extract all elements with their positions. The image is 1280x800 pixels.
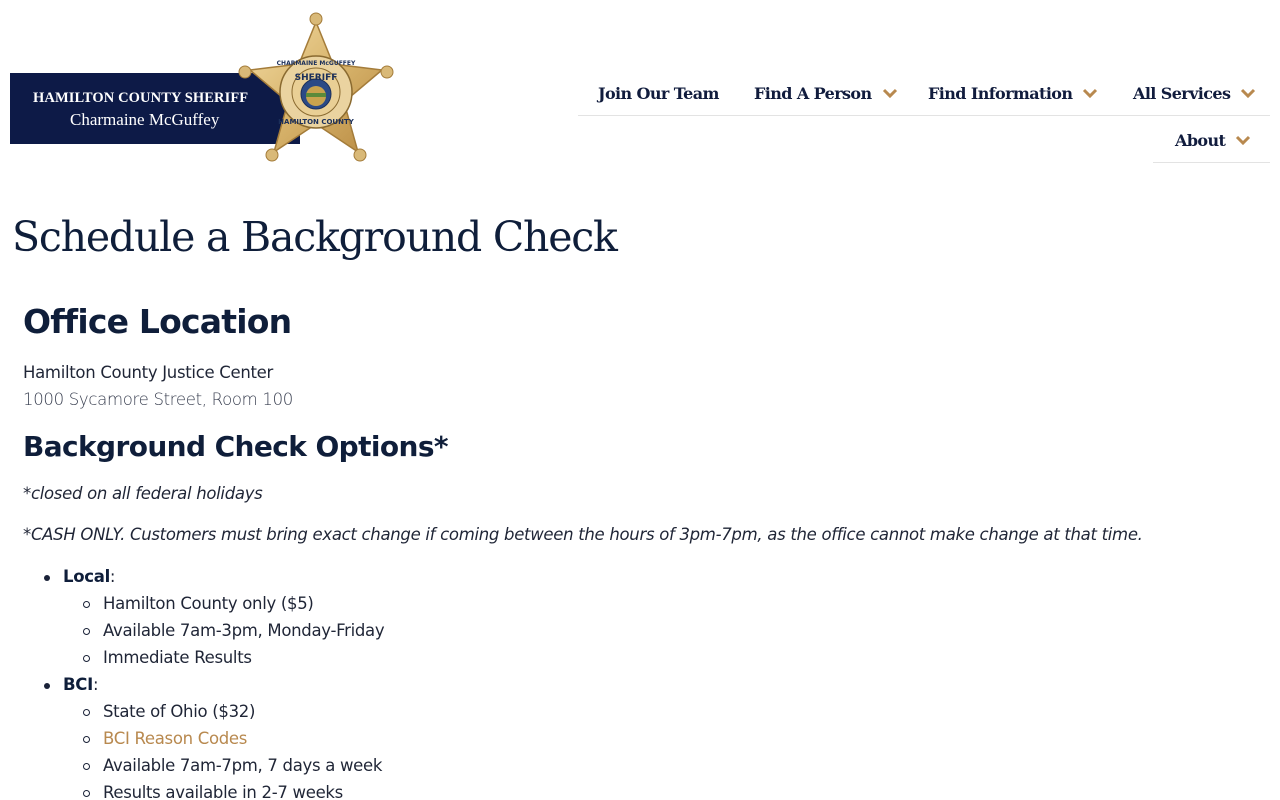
- nav-label: Join Our Team: [598, 83, 719, 103]
- nav-about[interactable]: [1175, 128, 1251, 152]
- bullet-icon: [44, 575, 50, 581]
- nav-find-information[interactable]: [928, 81, 1098, 105]
- logo-subtitle: Charmaine McGuffey: [70, 110, 220, 129]
- sheriff-badge-icon[interactable]: [232, 10, 400, 168]
- list-item: Immediate Results: [103, 648, 252, 667]
- logo-title: HAMILTON COUNTY SHERIFF: [33, 90, 249, 106]
- nav-all-services[interactable]: [1133, 81, 1256, 105]
- circle-bullet-icon: [83, 709, 90, 716]
- office-building: Hamilton County Justice Center: [23, 363, 274, 382]
- list-item: Available 7am-7pm, 7 days a week: [103, 756, 383, 775]
- option-bci: BCI:: [63, 675, 99, 694]
- nav-label: All Services: [1133, 83, 1231, 103]
- nav-label: Find A Person: [754, 83, 872, 103]
- nav-row-secondary: [1153, 117, 1270, 163]
- cash-only-note: *CASH ONLY. Customers must bring exact change if coming between the hours of 3pm-7pm, as the office cannot make change at that time.: [23, 525, 1143, 544]
- circle-bullet-icon: [83, 763, 90, 770]
- chevron-down-icon[interactable]: [882, 88, 898, 98]
- list-item: Available 7am-3pm, Monday-Friday: [103, 621, 385, 640]
- svg-text:CHARMAINE McGUFFEY: CHARMAINE McGUFFEY: [276, 60, 356, 67]
- circle-bullet-icon: [83, 655, 90, 662]
- svg-text:SHERIFF: SHERIFF: [294, 73, 338, 83]
- circle-bullet-icon: [83, 601, 90, 608]
- nav-label: Find Information: [928, 83, 1073, 103]
- nav-join-our-team[interactable]: [598, 81, 719, 105]
- circle-bullet-icon: [83, 790, 90, 797]
- bullet-icon: [44, 683, 50, 689]
- chevron-down-icon[interactable]: [1082, 88, 1098, 98]
- nav-row-primary: [578, 70, 1270, 116]
- list-item: Results available in 2-7 weeks: [103, 783, 343, 800]
- nav-label: About: [1175, 130, 1226, 150]
- list-item: State of Ohio ($32): [103, 702, 256, 721]
- list-item: Hamilton County only ($5): [103, 594, 314, 613]
- page-title: Schedule a Background Check: [12, 213, 617, 261]
- bci-reason-codes-link[interactable]: BCI Reason Codes: [103, 729, 248, 748]
- option-local: Local:: [63, 567, 116, 586]
- background-check-options-heading: Background Check Options*: [23, 430, 448, 463]
- holiday-note: *closed on all federal holidays: [23, 484, 263, 503]
- circle-bullet-icon: [83, 736, 90, 743]
- chevron-down-icon[interactable]: [1240, 88, 1256, 98]
- nav-find-a-person[interactable]: [754, 81, 898, 105]
- office-address: 1000 Sycamore Street, Room 100: [23, 390, 293, 409]
- svg-text:HAMILTON COUNTY: HAMILTON COUNTY: [278, 118, 354, 126]
- circle-bullet-icon: [83, 628, 90, 635]
- chevron-down-icon[interactable]: [1235, 135, 1251, 145]
- office-location-heading: Office Location: [23, 302, 292, 341]
